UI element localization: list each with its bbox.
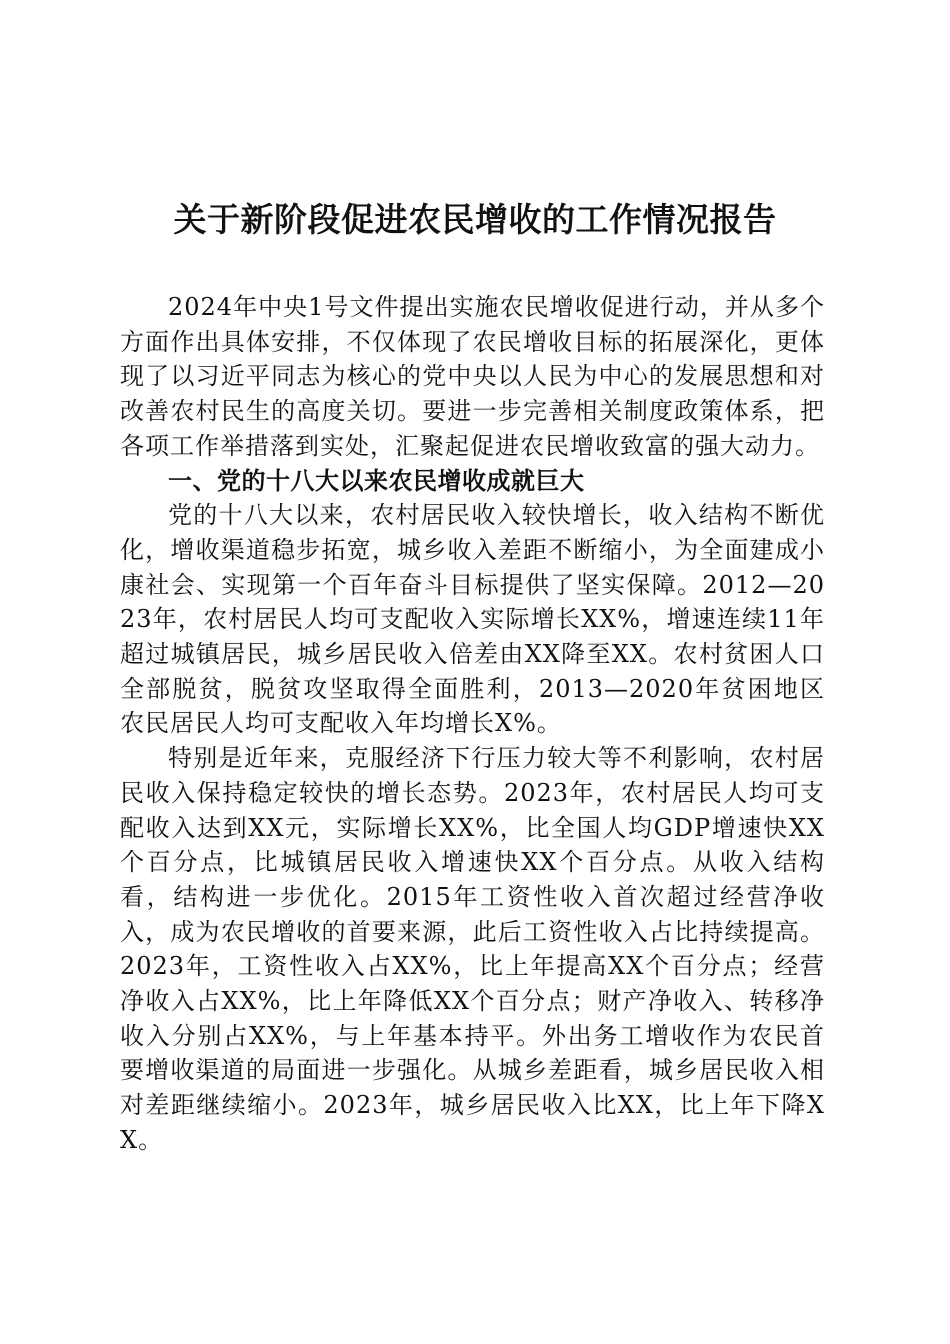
achievement-paragraph: 党的十八大以来，农村居民收入较快增长，收入结构不断优化，增收渠道稳步拓宽，城乡收入差距不断缩小，为全面建成小康社会、实现第一个百年奋斗目标提供了坚实保障。2012—2023年，农村居民人均可支配收入实际增长XX%，增速连续11年超过城镇居民，城乡居民收入倍差由XX降至XX。农村贫困人口全部脱贫，脱贫攻坚取得全面胜利，2013—2020年贫困地区农民居民人均可支配收入年均增长X%。 — [120, 501, 825, 738]
document-title: 关于新阶段促进农民增收的工作情况报告 — [173, 200, 777, 239]
document-body — [120, 290, 825, 1158]
section-heading: 一、党的十八大以来农民增收成就巨大 — [168, 465, 585, 495]
recent-years-paragraph: 特别是近年来，克服经济下行压力较大等不利影响，农村居民收入保持稳定较快的增长态势。2023年，农村居民人均可支配收入达到XX元，实际增长XX%，比全国人均GDP增速快XX个百分点，比城镇居民收入增速快XX个百分点。从收入结构看，结构进一步优化。2015年工资性收入首次超过经营净收入，成为农民增收的首要来源，此后工资性收入占比持续提高。2023年，工资性收入占XX%，比上年提高XX个百分点；经营净收入占XX%，比上年降低XX个百分点；财产净收入、转移净收入分别占XX%，与上年基本持平。外出务工增收作为农民首要增收渠道的局面进一步强化。从城乡差距看，城乡居民收入相对差距继续缩小。2023年，城乡居民收入比XX，比上年下降XX。 — [120, 744, 825, 1154]
intro-paragraph: 2024年中央1号文件提出实施农民增收促进行动，并从多个方面作出具体安排，不仅体现了农民增收目标的拓展深化，更体现了以习近平同志为核心的党中央以人民为中心的发展思想和对改善农村民生的高度关切。要进一步完善相关制度政策体系，把各项工作举措落到实处，汇聚起促进农民增收致富的强大动力。 — [120, 293, 825, 460]
